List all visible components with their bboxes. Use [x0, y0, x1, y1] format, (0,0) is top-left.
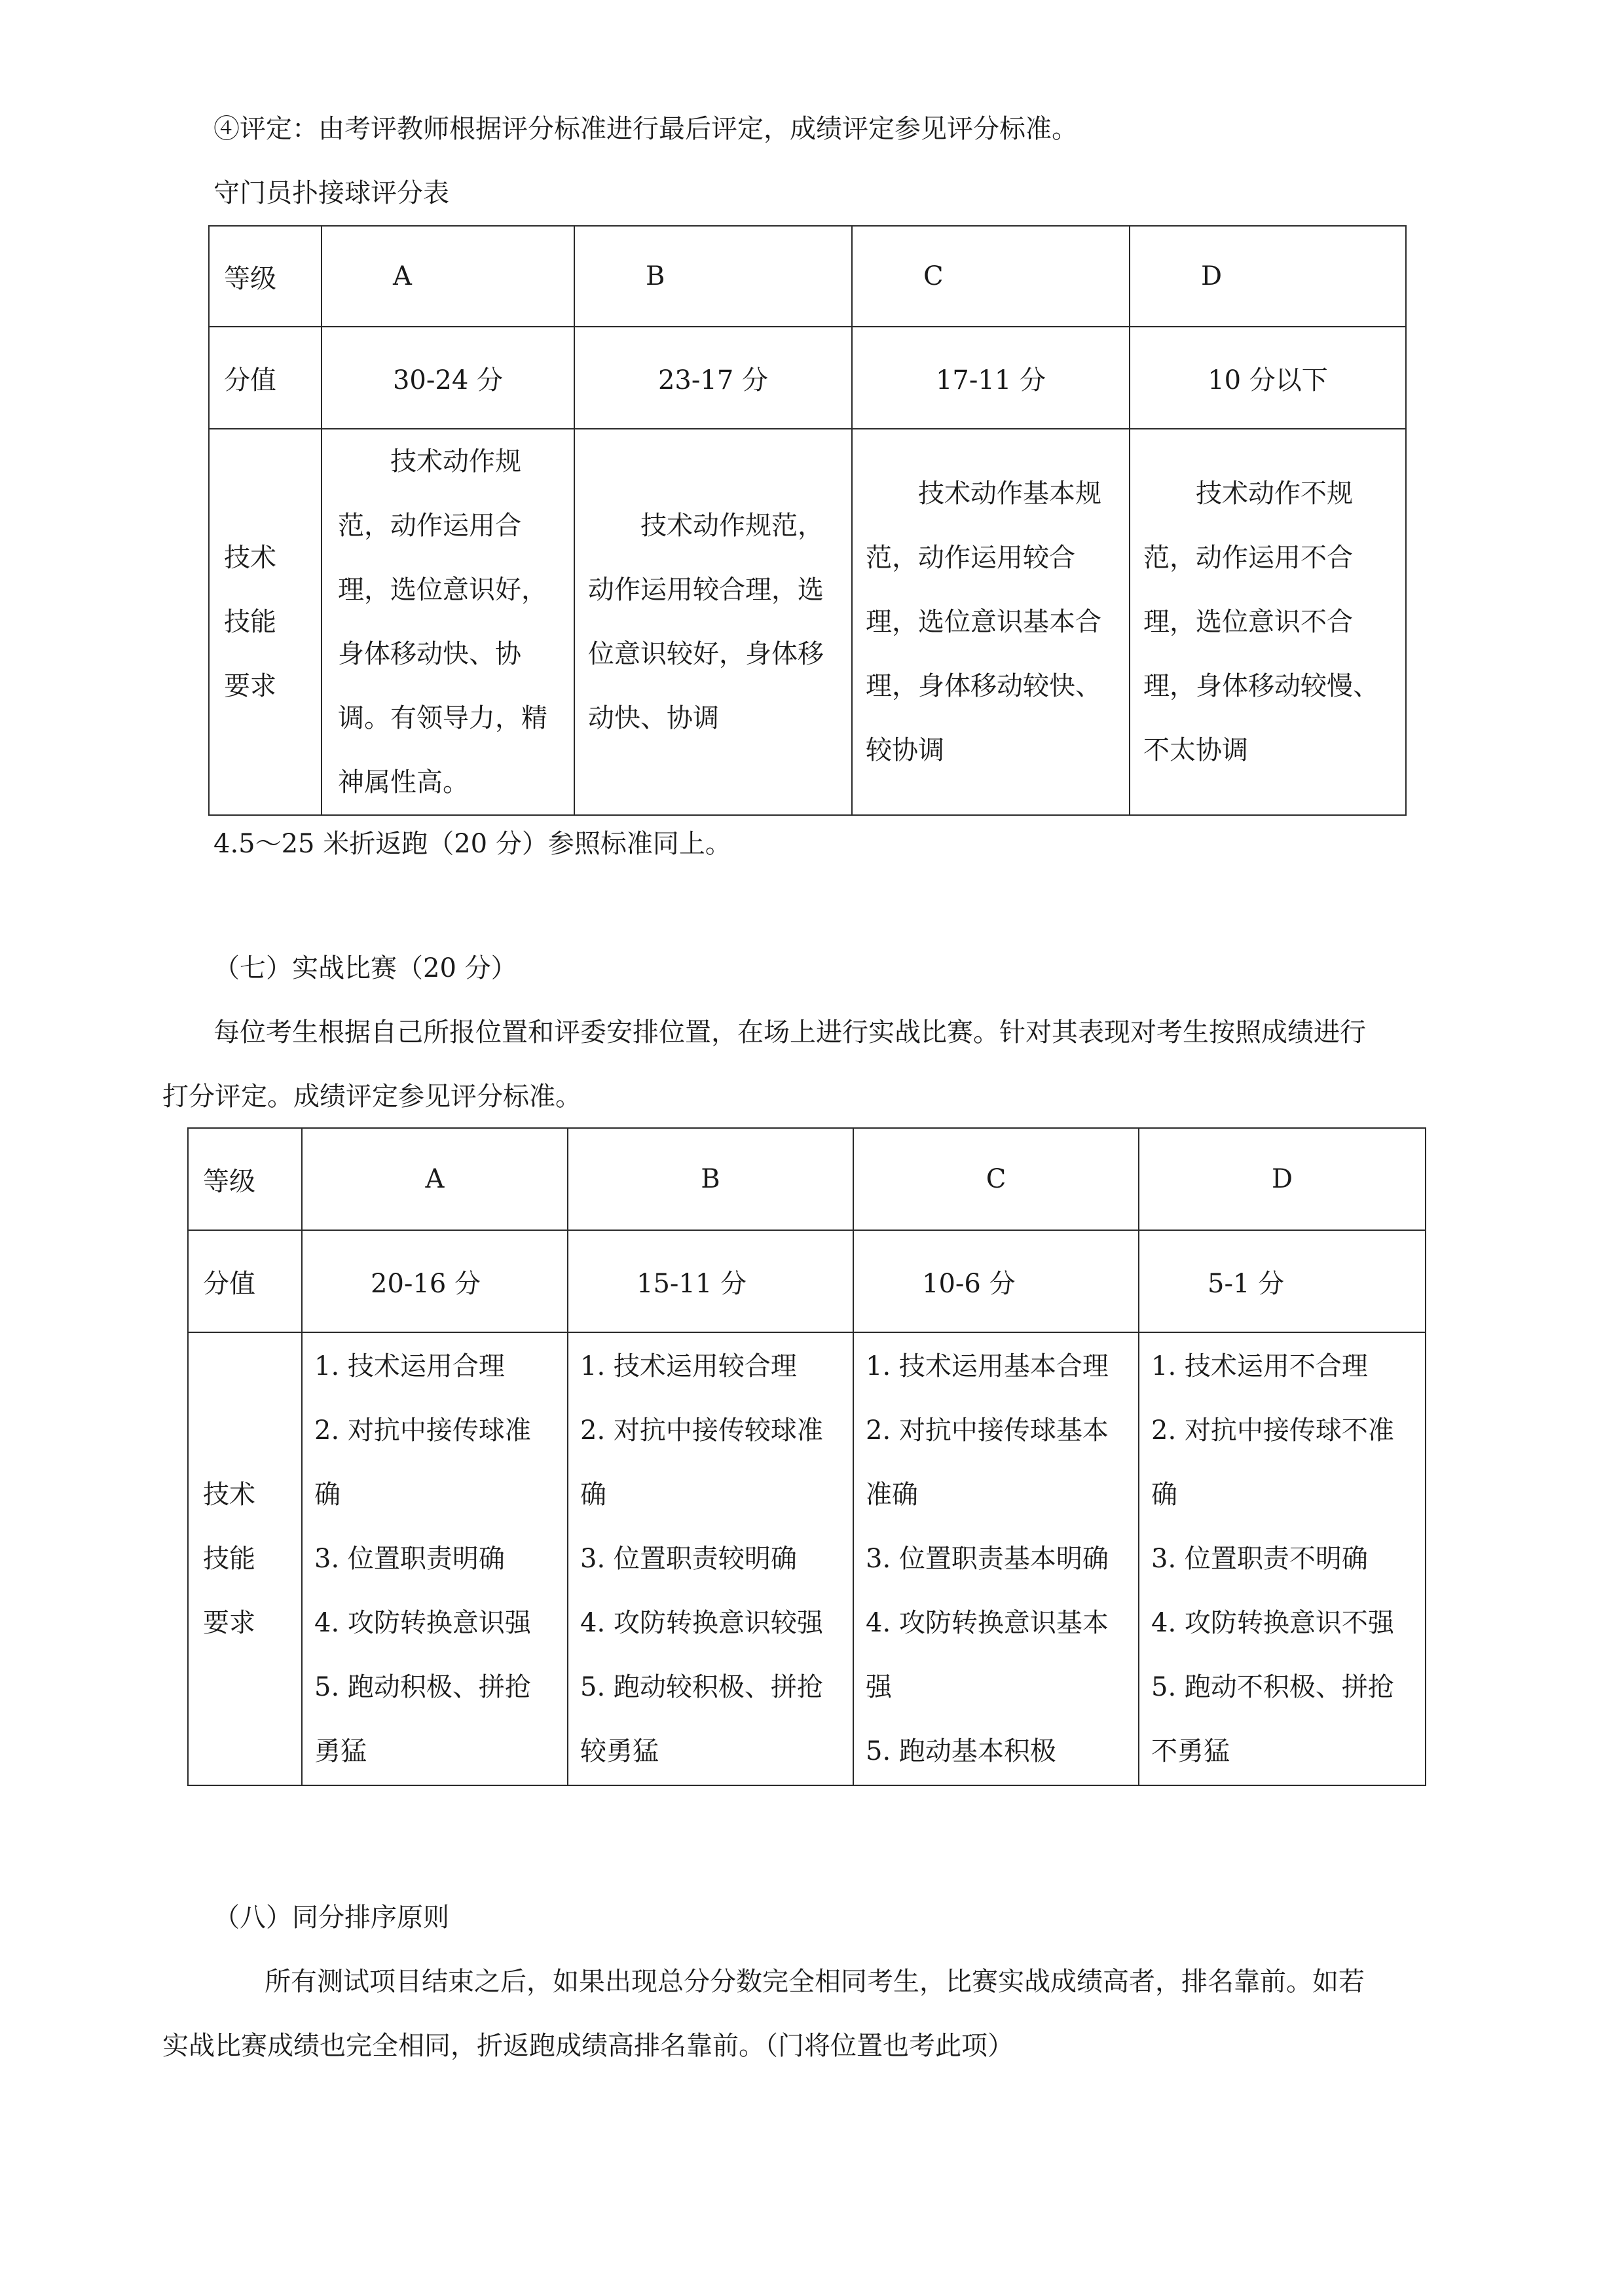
section8-body-line1: 所有测试项目结束之后，如果出现总分分数完全相同考生，比赛实战成绩高者，排名靠前。如若 [265, 1967, 1365, 1997]
table1-grade-c: C [852, 226, 1130, 327]
shuttle-run-note: 4.5～25 米折返跑（20 分）参照标准同上。 [213, 829, 731, 859]
table2-score-row [188, 1230, 1426, 1332]
table1-score-label: 分值 [209, 327, 322, 429]
table1-req-row [209, 429, 1406, 815]
table2-score-b: 15-11 分 [568, 1230, 853, 1332]
table2-req-row [188, 1332, 1426, 1785]
table1-grade-b: B [574, 226, 852, 327]
table1-req-b-text: 技术动作规范，动作运用较合理，选位意识较好，身体移动快、协调 [588, 511, 824, 733]
table2-score-a: 20-16 分 [302, 1230, 568, 1332]
table2-req-b: 1. 技术运用较合理 2. 对抗中接传较球准 确 3. 位置职责较明确 4. 攻防转换意识较强 5. 跑动较积极、拼抢 较勇猛 [568, 1332, 853, 1785]
table2-score-c: 10-6 分 [853, 1230, 1139, 1332]
table1-score-row [209, 327, 1406, 429]
table2-grade-a: A [302, 1128, 568, 1230]
section8-body-line2: 实战比赛成绩也完全相同，折返跑成绩高排名靠前。（门将位置也考此项） [162, 2031, 1014, 2061]
table1-req-d-text: 技术动作不规范，动作运用不合理，选位意识不合理，身体移动较慢、不太协调 [1143, 479, 1379, 765]
table2-grade-label: 等级 [188, 1128, 302, 1230]
table2-grade-c: C [853, 1128, 1139, 1230]
table2-req-d: 1. 技术运用不合理 2. 对抗中接传球不准 确 3. 位置职责不明确 4. 攻防转换意识不强 5. 跑动不积极、拼抢 不勇猛 [1139, 1332, 1426, 1785]
table1-caption: 守门员扑接球评分表 [213, 178, 449, 208]
table1-grade-a: A [322, 226, 574, 327]
goalkeeper-score-table [208, 225, 1407, 816]
table1-req-c-text: 技术动作基本规范，动作运用较合理，选位意识基本合理，身体移动较快、较协调 [866, 479, 1101, 765]
match-score-table [187, 1127, 1426, 1786]
section7-body-line2: 打分评定。成绩评定参见评分标准。 [162, 1082, 581, 1112]
table1-score-c: 17-11 分 [852, 327, 1130, 429]
table1-score-b: 23-17 分 [574, 327, 852, 429]
table2-req-label: 技术 技能 要求 [188, 1332, 302, 1785]
table1-score-d: 10 分以下 [1130, 327, 1406, 429]
section7-heading: （七）实战比赛（20 分） [213, 953, 517, 983]
table1-req-d [1130, 429, 1406, 815]
table2-grade-b: B [568, 1128, 853, 1230]
table2-req-c: 1. 技术运用基本合理 2. 对抗中接传球基本 准确 3. 位置职责基本明确 4. 攻防转换意识基本 强 5. 跑动基本积极 [853, 1332, 1139, 1785]
table1-req-c [852, 429, 1130, 815]
table1-req-b [574, 429, 852, 815]
table2-score-d: 5-1 分 [1139, 1230, 1426, 1332]
section7-body-line1: 每位考生根据自己所报位置和评委安排位置，在场上进行实战比赛。针对其表现对考生按照成绩进行 [213, 1017, 1366, 1048]
table1-req-a-text: 技术动作规范，动作运用合理，选位意识好，身体移动快、协调。有领导力，精神属性高。 [338, 446, 547, 797]
table1-req-a [322, 429, 574, 815]
table1-req-label: 技术 技能 要求 [209, 429, 322, 815]
table2-score-label: 分值 [188, 1230, 302, 1332]
intro-line: ④评定：由考评教师根据评分标准进行最后评定，成绩评定参见评分标准。 [213, 114, 1078, 144]
table1-grade-label: 等级 [209, 226, 322, 327]
table2-req-a: 1. 技术运用合理 2. 对抗中接传球准 确 3. 位置职责明确 4. 攻防转换意识强 5. 跑动积极、拼抢 勇猛 [302, 1332, 568, 1785]
section8-heading: （八）同分排序原则 [213, 1903, 449, 1933]
table2-grade-d: D [1139, 1128, 1426, 1230]
table1-grade-d: D [1130, 226, 1406, 327]
table1-grade-row [209, 226, 1406, 327]
table2-grade-row [188, 1128, 1426, 1230]
table1-score-a: 30-24 分 [322, 327, 574, 429]
